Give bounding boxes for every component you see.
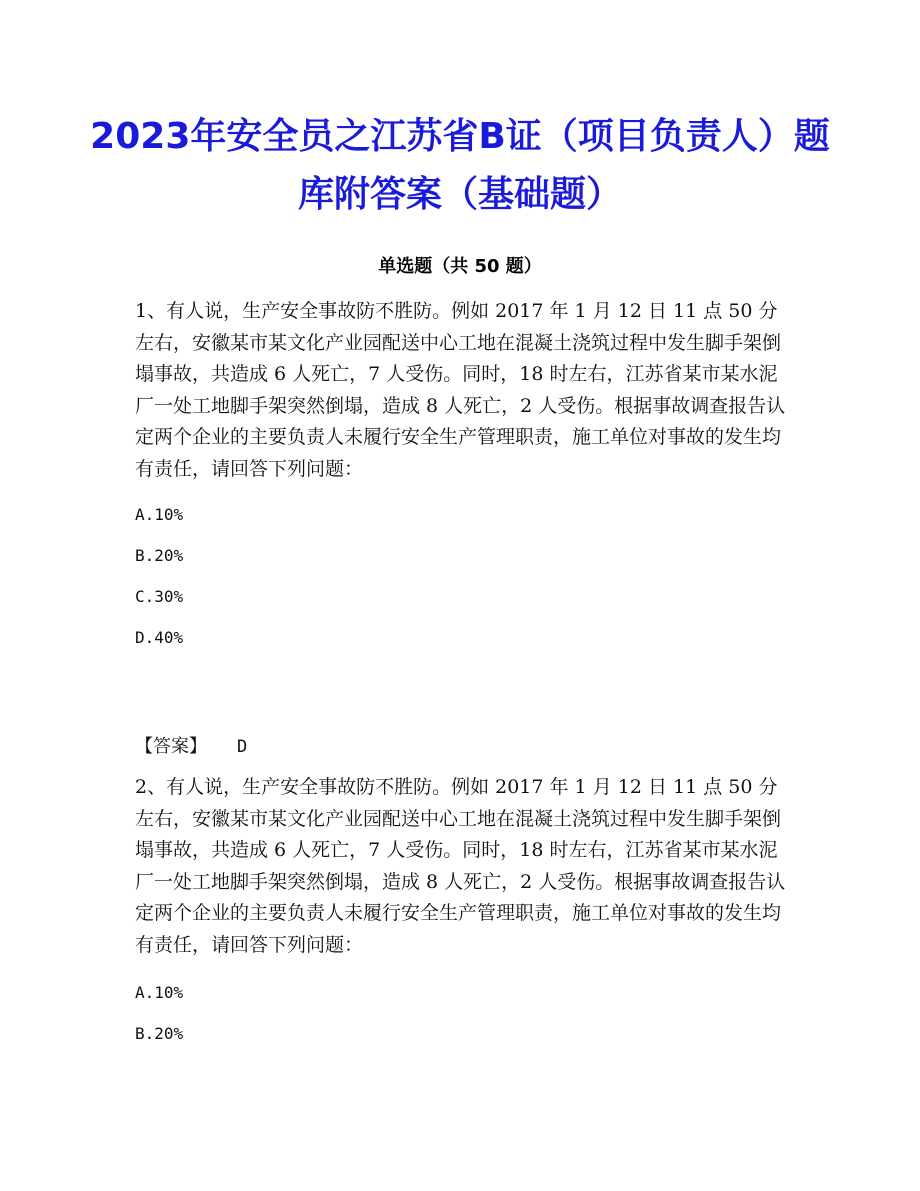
section-heading: 单选题（共 50 题） (378, 256, 542, 277)
answer-value: D (237, 737, 248, 757)
document-title: 2023年安全员之江苏省B证（项目负责人）题库附答案（基础题） (90, 116, 830, 215)
answer-label: 【答案】 (135, 736, 207, 757)
question-1-text: 1、有人说，生产安全事故防不胜防。例如 2017 年 1 月 12 日 11 点 50 分左右，安徽某市某文化产业园配送中心工地在混凝土浇筑过程中发生脚手架倒塌事故，共造成 6 人死亡，7 人受伤。同时，18 时左右，江苏省某市某水泥厂一处工地脚手架突然倒塌，造成 8 人死亡，2 人受伤。根据事故调查报告认定两个企业的主要负责人未履行安全生产管理职责，施工单位对事故的发生均有责任，请回答下列问题： (135, 300, 786, 480)
question-1-option-b: B.20% (135, 546, 184, 565)
question-2-option-a: A.10% (135, 983, 184, 1002)
question-1-option-d: D.40% (135, 628, 184, 647)
question-2-option-b: B.20% (135, 1024, 184, 1043)
question-1-option-a: A.10% (135, 505, 184, 524)
question-1-answer (135, 734, 247, 760)
question-1-option-c: C.30% (135, 587, 184, 606)
question-2-text: 2、有人说，生产安全事故防不胜防。例如 2017 年 1 月 12 日 11 点 50 分左右，安徽某市某文化产业园配送中心工地在混凝土浇筑过程中发生脚手架倒塌事故，共造成 6 人死亡，7 人受伤。同时，18 时左右，江苏省某市某水泥厂一处工地脚手架突然倒塌，造成 8 人死亡，2 人受伤。根据事故调查报告认定两个企业的主要负责人未履行安全生产管理职责，施工单位对事故的发生均有责任，请回答下列问题： (135, 776, 786, 956)
